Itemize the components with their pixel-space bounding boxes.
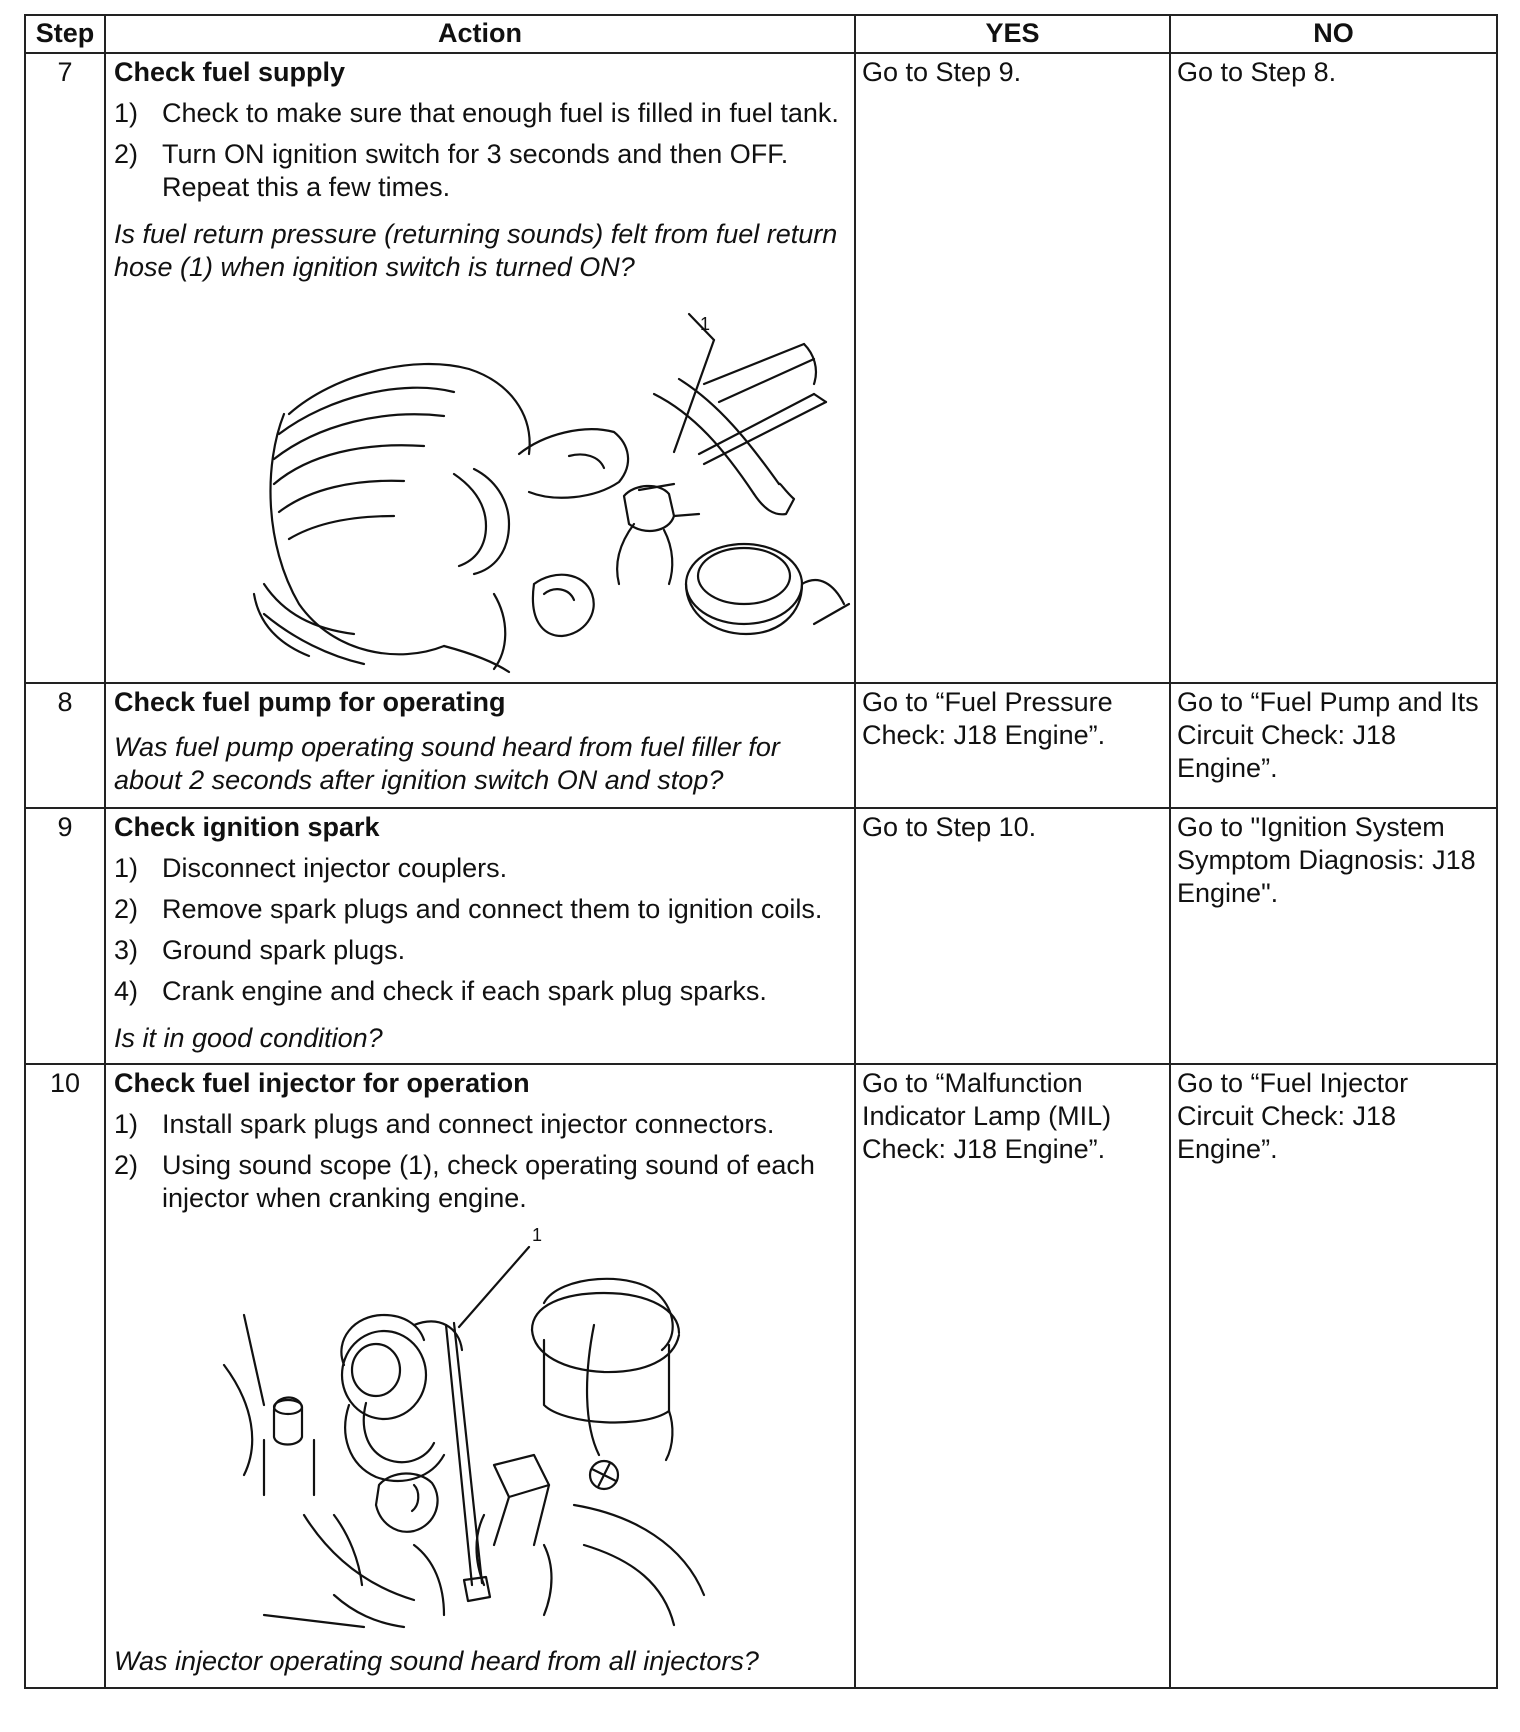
step-number: 7	[25, 53, 105, 683]
substep-text: Disconnect injector couplers.	[162, 853, 508, 883]
table-row	[25, 53, 1497, 683]
yes-cell: Go to “Fuel Pressure Check: J18 Engine”.	[855, 683, 1170, 808]
substep-number: 2)	[114, 894, 139, 924]
yes-cell: Go to “Malfunction Indicator Lamp (MIL) Check: J18 Engine”.	[855, 1064, 1170, 1688]
substep	[114, 934, 848, 967]
header-yes: YES	[855, 15, 1170, 53]
substep	[114, 138, 848, 204]
step-title: Check fuel pump for operating	[114, 687, 506, 717]
action-cell	[105, 808, 855, 1064]
step-question: Is fuel return pressure (returning sounds) felt from fuel return hose (1) when ignition switch is turned ON?	[114, 219, 838, 282]
action-cell	[105, 683, 855, 808]
header-step: Step	[25, 15, 105, 53]
no-cell: Go to “Fuel Injector Circuit Check: J18 Engine”.	[1170, 1064, 1497, 1688]
step-question: Was injector operating sound heard from all injectors?	[114, 1646, 759, 1676]
substep-text: Crank engine and check if each spark plug sparks.	[162, 976, 767, 1006]
substep	[114, 975, 848, 1008]
fuel-return-hose-illustration	[114, 284, 852, 674]
step-question: Was fuel pump operating sound heard from fuel filler for about 2 seconds after ignition switch ON and stop?	[114, 732, 780, 795]
substep-text: Using sound scope (1), check operating sound of each injector when cranking engine.	[162, 1150, 815, 1213]
action-cell	[105, 1064, 855, 1688]
substep-number: 2)	[114, 139, 139, 169]
figure-callout-1: 1	[532, 1225, 543, 1245]
substep-number: 1)	[114, 98, 139, 128]
substep	[114, 893, 848, 926]
diagnosis-table	[24, 14, 1498, 1689]
table-row	[25, 808, 1497, 1064]
yes-cell: Go to Step 10.	[855, 808, 1170, 1064]
substep	[114, 1108, 848, 1141]
no-cell: Go to “Fuel Pump and Its Circuit Check: J18 Engine”.	[1170, 683, 1497, 808]
header-no: NO	[1170, 15, 1497, 53]
step-question: Is it in good condition?	[114, 1023, 383, 1053]
no-cell: Go to "Ignition System Symptom Diagnosis: J18 Engine".	[1170, 808, 1497, 1064]
substep-text: Remove spark plugs and connect them to ignition coils.	[162, 894, 823, 924]
header-action: Action	[105, 15, 855, 53]
substep-number: 1)	[114, 1109, 139, 1139]
substep-number: 3)	[114, 935, 139, 965]
substep	[114, 852, 848, 885]
substep-number: 4)	[114, 976, 139, 1006]
action-cell	[105, 53, 855, 683]
table-row	[25, 1064, 1497, 1688]
step-number: 8	[25, 683, 105, 808]
substep-text: Ground spark plugs.	[162, 935, 406, 965]
substep-text: Check to make sure that enough fuel is filled in fuel tank.	[162, 98, 839, 128]
step-title: Check fuel injector for operation	[114, 1068, 530, 1098]
substep-number: 2)	[114, 1150, 139, 1180]
substep-number: 1)	[114, 853, 139, 883]
figure-callout-1: 1	[700, 314, 711, 334]
yes-cell: Go to Step 9.	[855, 53, 1170, 683]
table-row	[25, 683, 1497, 808]
substep	[114, 1149, 848, 1215]
header-row	[25, 15, 1497, 53]
step-title: Check fuel supply	[114, 57, 346, 87]
no-cell: Go to Step 8.	[1170, 53, 1497, 683]
step-number: 10	[25, 1064, 105, 1688]
substep-text: Turn ON ignition switch for 3 seconds and then OFF. Repeat this a few times.	[162, 139, 789, 202]
substep	[114, 97, 848, 130]
step-title: Check ignition spark	[114, 812, 380, 842]
sound-scope-injector-illustration	[114, 1215, 852, 1635]
substep-text: Install spark plugs and connect injector connectors.	[162, 1109, 775, 1139]
step-number: 9	[25, 808, 105, 1064]
